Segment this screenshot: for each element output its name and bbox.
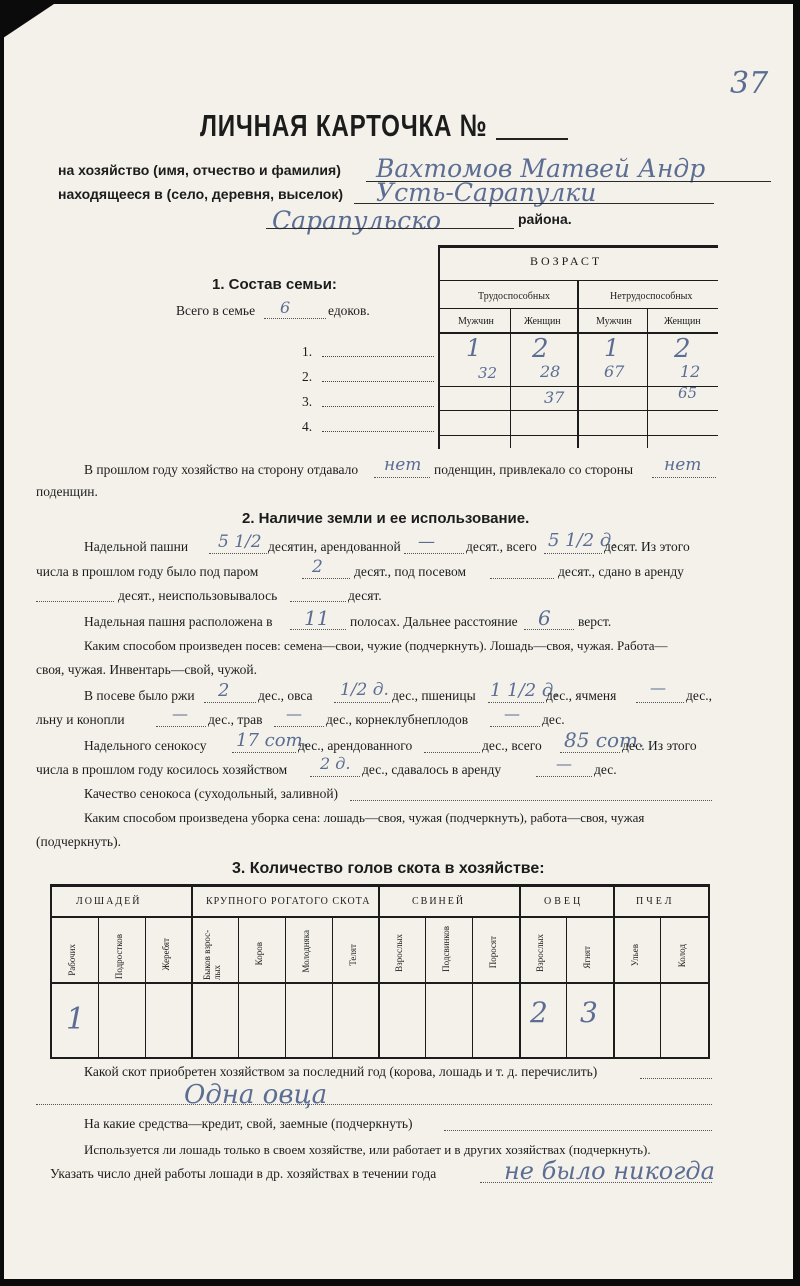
land-l8-line3	[490, 726, 540, 727]
district-line	[266, 228, 514, 229]
land-l12: Каким способом произведена уборка сена: лошадь—своя, чужая (подчеркнуть), работа—своя, чужая	[84, 810, 645, 825]
age-table-top	[438, 245, 718, 248]
livestock-group-horses: ЛОШАДЕЙ	[76, 896, 142, 907]
land-l10v1: 2 д.	[320, 754, 351, 773]
land-l8c: дес., корнеклубнеплодов	[326, 712, 469, 727]
page-number: 37	[730, 66, 769, 101]
livestock-header-line	[50, 982, 710, 984]
land-l4c: верст.	[578, 614, 612, 629]
land-l8v2: —	[286, 704, 302, 723]
family-suffix: едоков.	[328, 303, 370, 318]
day-labor-line-1	[374, 477, 430, 478]
day-labor-text-1: В прошлом году хозяйство на сторону отдавало	[84, 462, 359, 477]
livestock-group-sep-4	[613, 884, 615, 1059]
livestock-group-sep-1	[191, 884, 193, 1059]
livestock-col-cows: Коров	[254, 942, 264, 966]
land-l8v3: —	[504, 704, 520, 723]
livestock-q4-answer: не было никогда	[504, 1157, 715, 1185]
land-l1-line1	[209, 553, 267, 554]
age-r2c2: 28	[540, 362, 561, 381]
row-dots-4	[322, 431, 434, 432]
land-l2-line2	[490, 578, 554, 579]
age-table-divider-2	[438, 308, 718, 309]
row-label-2: 2.	[302, 369, 313, 384]
livestock-q3: Используется ли лошадь только в своем хозяйстве, или работает и в других хозяйствах (подчеркнуть).	[84, 1142, 651, 1157]
livestock-col-lambs: Ягнят	[582, 946, 592, 969]
land-l7a: В посеве было ржи	[84, 688, 195, 703]
livestock-group-line	[50, 916, 710, 918]
livestock-col-sep-5	[285, 917, 286, 1057]
land-l4v2: 6	[538, 606, 551, 630]
livestock-col-adult-pigs: Взрослых	[394, 934, 404, 972]
section-livestock-title: 3. Количество голов скота в хозяйстве:	[232, 860, 545, 877]
torn-corner	[4, 4, 60, 40]
land-l7d: дес., ячменя	[546, 688, 617, 703]
land-l3-line2	[290, 601, 346, 602]
age-table-col-3	[647, 308, 648, 448]
farm-owner-value: Вахтомов Матвей Андр	[376, 154, 706, 183]
livestock-col-young-horses: Подростков	[114, 934, 124, 980]
land-l7-line1	[204, 702, 256, 703]
land-l2a: числа в прошлом году было под паром	[36, 564, 259, 579]
land-l1b: десятин, арендованной	[268, 539, 401, 554]
livestock-group-sheep: ОВЕЦ	[544, 896, 584, 907]
livestock-col-sep-1	[98, 917, 99, 1057]
livestock-q2: На какие средства—кредит, свой, заемные (подчеркнуть)	[84, 1116, 413, 1131]
land-l9c: дес., всего	[482, 738, 542, 753]
land-l9v1: 17 сот.	[236, 730, 309, 751]
livestock-col-logs: Колод	[677, 944, 687, 968]
livestock-group-bees: ПЧЕЛ	[636, 896, 675, 907]
age-row-line-2	[438, 410, 718, 411]
livestock-col-shoats: Подсвинков	[441, 926, 451, 972]
age-r3c2: 37	[544, 388, 565, 407]
age-r2c4: 12	[680, 362, 701, 381]
family-prefix: Всего в семье	[176, 303, 256, 318]
land-l7-line2	[334, 702, 390, 703]
land-l4-line2	[524, 629, 574, 630]
row-dots-3	[322, 406, 434, 407]
land-l10c: дес.	[594, 762, 617, 777]
land-l7v2: 1/2 д.	[340, 680, 389, 700]
land-l8b: дес., трав	[208, 712, 263, 727]
document-title: ЛИЧНАЯ КАРТОЧКА №	[200, 108, 488, 143]
land-l7c: дес., пшеницы	[392, 688, 476, 703]
land-l9-line1	[232, 752, 296, 753]
land-l1v2: —	[418, 532, 435, 552]
age-row-line-1	[438, 386, 718, 387]
livestock-q1-line	[640, 1078, 712, 1079]
land-l7b: дес., овса	[258, 688, 313, 703]
land-l10v2: —	[556, 754, 572, 773]
age-r1c2: 2	[532, 334, 549, 364]
age-r2c1: 32	[478, 364, 498, 382]
district-value: Сарапульско	[272, 206, 442, 235]
livestock-group-cattle: КРУПНОГО РОГАТОГО СКОТА	[206, 896, 371, 907]
day-labor-value-1: нет	[384, 455, 422, 475]
land-l1a: Надельной пашни	[84, 539, 189, 554]
land-l7v4: —	[650, 678, 666, 697]
age-r1c4: 2	[674, 334, 691, 364]
land-l6: своя, чужая. Инвентарь—свой, чужой.	[36, 662, 258, 677]
land-l1v3: 5 1/2 д.	[548, 530, 617, 551]
livestock-col-sep-9	[472, 917, 473, 1057]
row-label-4: 4.	[302, 419, 313, 434]
livestock-col-bulls: Быков взрос-лых	[202, 929, 222, 980]
land-l4v1: 11	[304, 606, 330, 630]
land-l4b: полосах. Дальнее расстояние	[350, 614, 518, 629]
livestock-col-sep-6	[332, 917, 333, 1057]
land-l10b: дес., сдавалось в аренду	[362, 762, 502, 777]
day-labor-text-3: поденщин.	[36, 484, 98, 499]
livestock-col-working: Рабочих	[67, 944, 77, 976]
age-table-mid	[577, 280, 579, 448]
family-count-value: 6	[280, 298, 291, 317]
age-row-line-3	[438, 435, 718, 436]
land-l9v2: 85 сот.	[564, 728, 645, 752]
land-l4a: Надельная пашня расположена в	[84, 614, 273, 629]
livestock-col-sep-13	[660, 917, 661, 1057]
row-dots-2	[322, 381, 434, 382]
day-labor-text-2: поденщин, привлекало со стороны	[434, 462, 634, 477]
land-l9d: дес. Из этого	[622, 738, 697, 753]
document-page	[4, 4, 793, 1279]
land-l1d: десят. Из этого	[604, 539, 690, 554]
livestock-value-lambs: 3	[580, 996, 598, 1029]
livestock-q2-line	[444, 1130, 712, 1131]
land-l4-line1	[290, 629, 346, 630]
row-label-1: 1.	[302, 344, 313, 359]
land-l9-line2	[424, 752, 480, 753]
land-l3a: десят., неиспользовывалось	[118, 588, 278, 603]
land-l3b: десят.	[348, 588, 382, 603]
land-l7v1: 2	[218, 680, 230, 701]
land-l1c: десят., всего	[466, 539, 537, 554]
land-l9a: Надельного сенокосу	[84, 738, 207, 753]
livestock-col-calves: Телят	[348, 944, 358, 966]
age-r1c1: 1	[466, 334, 482, 362]
livestock-right	[708, 884, 710, 1059]
livestock-col-piglets: Поросят	[488, 936, 498, 969]
land-l8d: дес.	[542, 712, 565, 727]
livestock-left	[50, 884, 52, 1059]
row-label-3: 3.	[302, 394, 313, 409]
land-l8a: льну и конопли	[36, 712, 125, 727]
section-land-title: 2. Наличие земли и ее использование.	[242, 510, 530, 527]
village-label: находящееся в (село, деревня, выселок)	[58, 186, 344, 202]
land-l11: Качество сенокоса (суходольный, заливной)	[84, 786, 339, 801]
land-l2b: десят., под посевом	[354, 564, 467, 579]
livestock-col-sep-2	[145, 917, 146, 1057]
age-table-col-1	[510, 308, 511, 448]
age-col-men-2: Мужчин	[596, 316, 632, 327]
livestock-q4: Указать число дней работы лошади в др. хозяйствах в течении года	[50, 1166, 437, 1181]
farm-owner-label: на хозяйство (имя, отчество и фамилия)	[58, 162, 341, 178]
age-group-working: Трудоспособных	[478, 291, 550, 302]
age-col-men-1: Мужчин	[458, 316, 494, 327]
age-table-left	[438, 245, 440, 449]
livestock-top	[50, 884, 710, 887]
age-table-title: ВОЗРАСТ	[530, 254, 603, 268]
land-l1-line3	[544, 553, 602, 554]
land-l2c: десят., сдано в аренду	[558, 564, 684, 579]
livestock-group-sep-3	[519, 884, 521, 1059]
land-l2-line1	[302, 578, 350, 579]
row-dots-1	[322, 356, 434, 357]
land-l9-line3	[560, 752, 620, 753]
day-labor-line-2	[652, 477, 716, 478]
village-line	[354, 203, 714, 204]
district-label: района.	[518, 211, 572, 227]
land-l10a: числа в прошлом году косилось хозяйством	[36, 762, 288, 777]
land-l7-line3	[488, 702, 544, 703]
land-l3-line1	[36, 601, 114, 602]
livestock-q1-answer-line	[36, 1104, 712, 1105]
land-l8-line2	[274, 726, 324, 727]
livestock-q1-answer: Одна овца	[184, 1080, 328, 1110]
land-l9b: дес., арендованного	[298, 738, 413, 753]
land-l10-line2	[536, 776, 592, 777]
age-r1c3: 1	[604, 334, 620, 362]
land-l2v1: 2	[312, 557, 323, 577]
livestock-value-working-horses: 1	[66, 1002, 86, 1037]
livestock-group-sep-2	[378, 884, 380, 1059]
land-l11-line	[350, 800, 712, 801]
livestock-col-hives: Ульев	[630, 944, 640, 967]
livestock-col-foals: Жеребят	[161, 938, 171, 971]
land-l5: Каким способом произведен посев: семена—свои, чужие (подчеркнуть). Лошадь—своя, чужая. Работа—	[84, 638, 668, 653]
age-col-women-1: Женщин	[524, 316, 561, 327]
livestock-q1: Какой скот приобретен хозяйством за последний год (корова, лошадь и т. д. перечислить)	[84, 1064, 598, 1079]
livestock-bottom	[50, 1057, 710, 1059]
livestock-col-young-cattle: Молодняка	[301, 930, 311, 973]
section-family-title: 1. Состав семьи:	[212, 276, 337, 293]
age-r3c4: 65	[678, 384, 698, 402]
land-l13: (подчеркнуть).	[36, 834, 121, 849]
age-col-women-2: Женщин	[664, 316, 701, 327]
land-l7-line4	[636, 702, 684, 703]
family-count-line	[264, 318, 326, 319]
age-group-nonworking: Нетрудоспособных	[610, 291, 693, 302]
age-r2c3: 67	[604, 362, 625, 381]
day-labor-value-2: нет	[664, 455, 702, 475]
land-l1-line2	[404, 553, 464, 554]
livestock-col-adult-sheep: Взрослых	[535, 934, 545, 972]
card-number-line	[496, 138, 568, 140]
livestock-q4-line	[480, 1182, 712, 1183]
land-l8-line1	[156, 726, 206, 727]
land-l7v3: 1 1/2 д.	[490, 680, 559, 701]
livestock-value-adult-sheep: 2	[530, 996, 548, 1029]
land-l1v1: 5 1/2	[218, 532, 262, 552]
livestock-col-sep-4	[238, 917, 239, 1057]
livestock-group-pigs: СВИНЕЙ	[412, 896, 466, 907]
livestock-col-sep-11	[566, 917, 567, 1057]
village-value: Усть-Сарапулки	[376, 178, 597, 207]
livestock-col-sep-8	[425, 917, 426, 1057]
land-l10-line1	[310, 776, 360, 777]
land-l7e: дес.,	[686, 688, 712, 703]
land-l8v1: —	[172, 704, 188, 723]
